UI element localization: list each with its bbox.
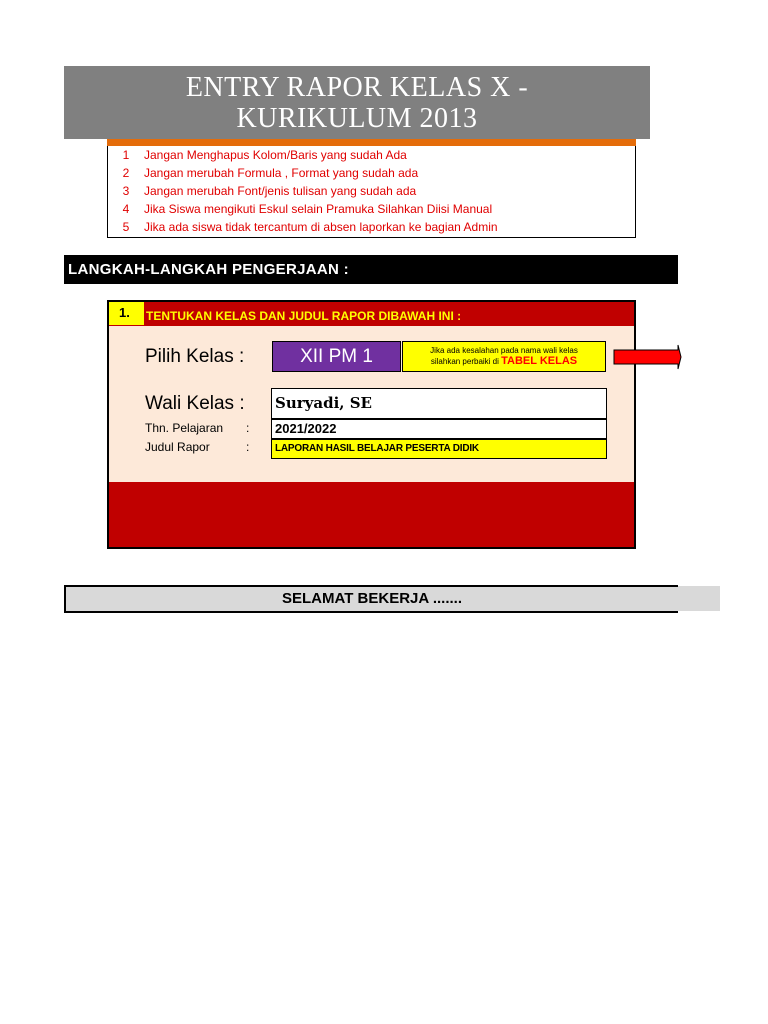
arrow-left-icon	[612, 344, 682, 370]
judul-rapor-label: Judul Rapor	[145, 440, 210, 454]
rule-number: 3	[122, 184, 130, 198]
class-select[interactable]: XII PM 1	[272, 341, 401, 372]
rule-number: 4	[122, 202, 130, 216]
rule-text: Jika Siswa mengikuti Eskul selain Pramuka Silahkan Diisi Manual	[144, 202, 493, 216]
step-header: TENTUKAN KELAS DAN JUDUL RAPOR DIBAWAH INI :	[146, 309, 462, 323]
note-box	[402, 341, 606, 372]
note-line-2	[403, 356, 605, 367]
thn-pelajaran-field[interactable]: 2021/2022	[271, 419, 607, 439]
note-line-2-text: silahkan perbaiki di	[430, 357, 499, 366]
title-banner	[64, 66, 650, 139]
rule-item	[108, 182, 416, 200]
pilih-kelas-label: Pilih Kelas :	[145, 346, 245, 367]
title-line-2: KURIKULUM 2013	[236, 103, 478, 134]
rule-number: 5	[122, 220, 130, 234]
rule-text: Jangan merubah Formula , Format yang sudah ada	[144, 166, 419, 180]
judul-rapor-colon: :	[246, 440, 250, 454]
rule-number: 2	[122, 166, 130, 180]
footer-message: SELAMAT BEKERJA .......	[64, 585, 678, 613]
rule-item	[108, 218, 498, 236]
wali-kelas-field[interactable]: Suryadi, SE	[271, 388, 607, 419]
rule-number: 1	[122, 148, 130, 162]
rule-item	[108, 164, 418, 182]
rules-accent-bar	[107, 139, 636, 146]
rule-item	[108, 200, 492, 218]
rule-text: Jika ada siswa tidak tercantum di absen laporkan ke bagian Admin	[144, 220, 498, 234]
judul-rapor-field[interactable]: LAPORAN HASIL BELAJAR PESERTA DIDIK	[271, 439, 607, 459]
steps-heading: LANGKAH-LANGKAH PENGERJAAN :	[64, 255, 678, 284]
rule-text: Jangan Menghapus Kolom/Baris yang sudah Ada	[144, 148, 407, 162]
rules-list	[107, 146, 636, 238]
title-line-1: ENTRY RAPOR KELAS X -	[185, 72, 529, 103]
thn-pelajaran-colon: :	[246, 421, 250, 435]
thn-pelajaran-label: Thn. Pelajaran	[145, 421, 224, 435]
step-number: 1.	[109, 302, 144, 325]
rule-text: Jangan merubah Font/jenis tulisan yang sudah ada	[144, 184, 417, 198]
footer-extension	[678, 586, 720, 611]
wali-kelas-label: Wali Kelas :	[145, 393, 245, 414]
note-line-1: Jika ada kesalahan pada nama wali kelas	[430, 346, 578, 355]
tabel-kelas-link[interactable]: TABEL KELAS	[501, 355, 578, 367]
rule-item	[108, 146, 407, 164]
